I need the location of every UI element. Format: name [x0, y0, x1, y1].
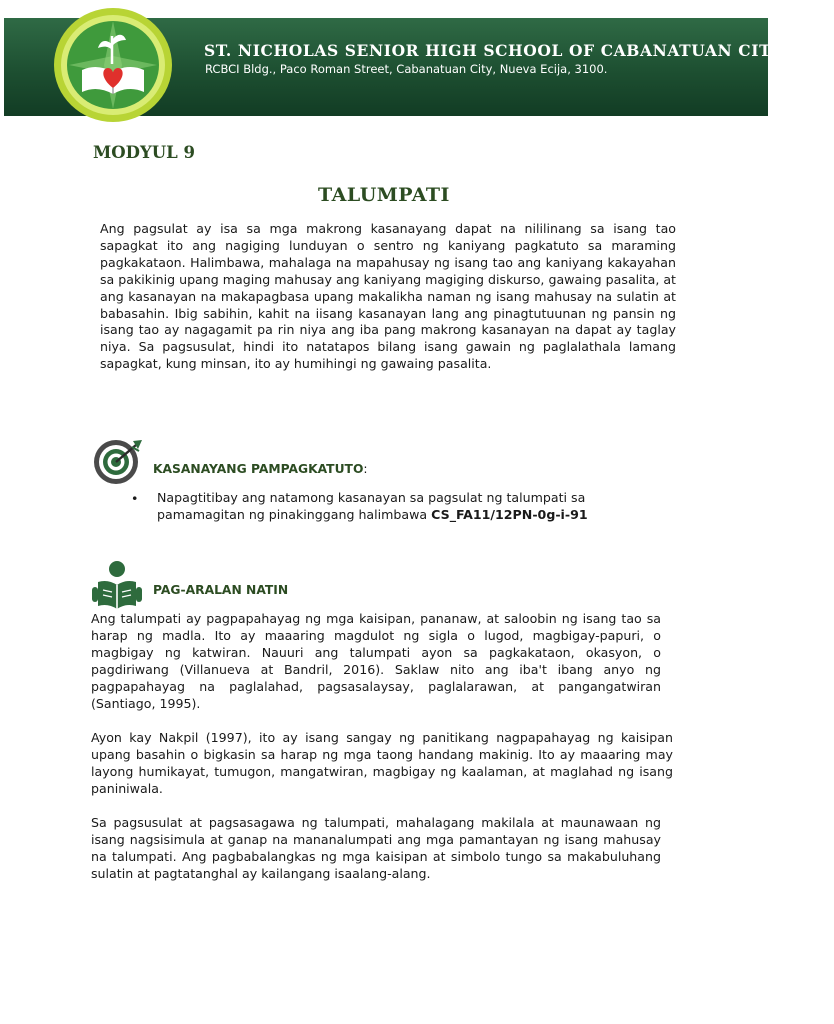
page-title: TALUMPATI: [318, 184, 450, 206]
school-name: ST. NICHOLAS SENIOR HIGH SCHOOL OF CABANATUAN CITY, INC.: [204, 41, 834, 60]
study-heading: PAG-ARALAN NATIN: [153, 583, 289, 597]
reading-person-icon: [91, 560, 147, 610]
target-icon: [92, 437, 144, 485]
skill-bullet-text: Napagtitibay ang natamong kasanayan sa pagsulat ng talumpati sa pamamagitan ng pinakinggang halimbawa: [157, 490, 586, 522]
lesson-paragraph-2: Ayon kay Nakpil (1997), ito ay isang sangay ng panitikang nagpapahayag ng kaisipan upang basahin o bigkasin sa harap ng mga taong handang makinig. Ito ay maaaring may layong humikayat, tumugon, mangatwiran, magbigay ng kaalaman, at maglahad ng isang paniniwala.: [91, 730, 673, 796]
school-address: RCBCI Bldg., Paco Roman Street, Cabanatuan City, Nueva Ecija, 3100.: [205, 62, 608, 76]
module-label: MODYUL 9: [93, 143, 195, 162]
intro-paragraph: Ang pagsulat ay isa sa mga makrong kasanayang dapat na nililinang sa isang tao sapagkat ito ang nagiging lunduyan o sentro ng kaniyang pagkatuto sa maraming pagkakataon. Halimbawa, mahalaga na mapahusay ng isang tao ang kaniyang kakayahan sa pakikinig upang maging mahusay ang kaniyang magiging diskurso, gawaing pasalita, at ang kasanayan na makapagbasa upang makalikha naman ng isang mahusay na sulatin at babasahin. Ibig sabihin, kahit na iisang kasanayan lang ang pinagtutuunan ng pansin ng isang tao ay nagagamit pa rin niya ang iba pang makrong kasanayan na dapat ay taglay niya. Sa pagsusulat, hindi ito natatapos bilang isang gawain ng paglalathala lamang sapagkat, kung minsan, ito ay humihingi ng gawaing pasalita.: [100, 221, 676, 372]
skill-bullet-item: [157, 490, 667, 524]
skill-heading-colon: :: [363, 462, 368, 476]
bullet-dot-icon: •: [131, 491, 139, 506]
lesson-paragraph-3: Sa pagsusulat at pagsasagawa ng talumpati, mahalagang makilala at maunawaan ng isang nagsisimula at ganap na mananalumpati ang mga pamantayan ng isang mahusay na talumpati. Ang pagbabalangkas ng mga kaisipan at simbolo tungo sa makabuluhang sulatin at pagtatanghal ay kailangang isaalang-alang.: [91, 815, 661, 881]
lesson-paragraph-1: Ang talumpati ay pagpapahayag ng mga kaisipan, pananaw, at saloobin ng isang tao sa harap ng madla. Ito ay maaaring magdulot ng sigla o lugod, magbigay-papuri, o magbigay ng katwiran. Nauuri ang talumpati ayon sa pagkakataon, okasyon, o pagdiriwang (Villanueva at Bandril, 2016). Saklaw nito ang iba't ibang anyo ng pagpapahayag na paglalahad, pagsasalaysay, paglalarawan, at pangangatwiran (Santiago, 1995).: [91, 611, 661, 711]
skill-heading-text: KASANAYANG PAMPAGKATUTO: [153, 462, 364, 476]
banner-edge: [0, 18, 4, 128]
competency-code: CS_FA11/12PN-0g-i-91: [431, 506, 588, 522]
skill-heading: [153, 462, 368, 476]
school-seal-logo: [52, 6, 174, 124]
